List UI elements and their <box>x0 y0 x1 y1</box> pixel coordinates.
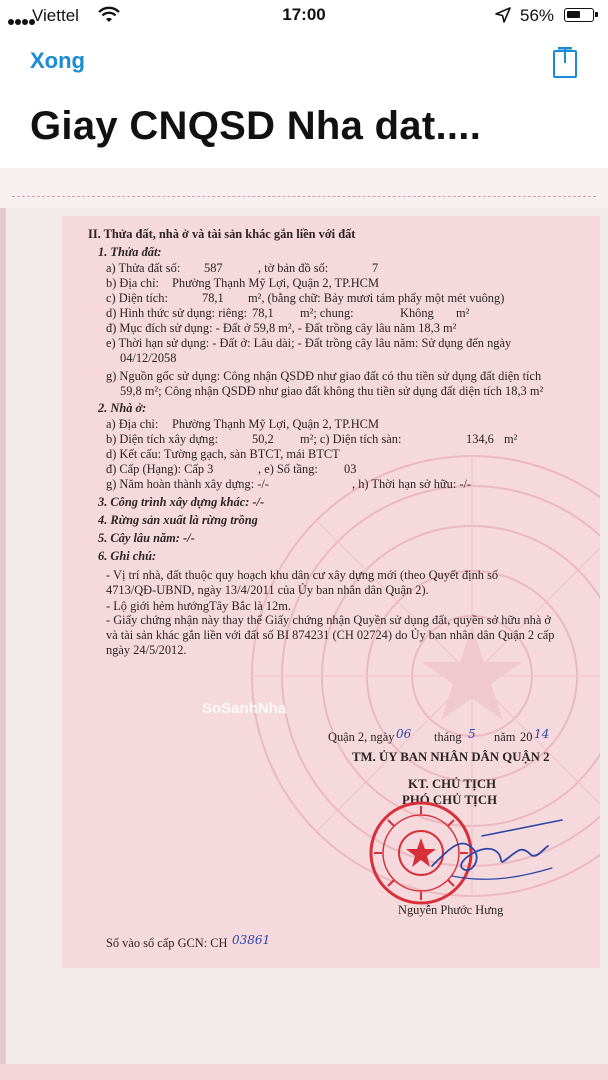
note-line-2: 4713/QĐ-UBND, ngày 13/4/2011 của Ủy ban nhân dân Quận 2). <box>106 583 429 597</box>
house-floors: 03 <box>344 462 357 476</box>
note-line-6: ngày 24/5/2012. <box>106 643 187 657</box>
house-structure: d) Kết cấu: Tường gạch, sàn BTCT, mái BTCT <box>106 447 340 461</box>
role-2: PHÓ CHỦ TỊCH <box>402 793 498 807</box>
house-ownership-term: , h) Thời hạn sở hữu: -/- <box>352 477 472 491</box>
watermark: SoSanhNha <box>202 700 287 717</box>
house-address-label: a) Địa chỉ: <box>106 417 159 431</box>
production-forest: 4. Rừng sản xuất là rừng trồng <box>98 513 258 527</box>
page-title: Giay CNQSD Nha dat.... <box>30 104 482 148</box>
land-heading: 1. Thửa đất: <box>98 245 162 259</box>
house-address: Phường Thạnh Mỹ Lợi, Quận 2, TP.HCM <box>172 417 379 431</box>
authority-title: TM. ỦY BAN NHÂN DÂN QUẬN 2 <box>352 750 550 764</box>
perennial-trees: 5. Cây lâu năm: -/- <box>98 531 195 545</box>
usage-purpose: đ) Mục đích sử dụng: - Đất ở 59,8 m², - Đất trồng cây lâu năm 18,3 m² <box>106 321 457 335</box>
land-map-number: 7 <box>372 261 379 275</box>
date-year-label: năm <box>494 730 516 744</box>
house-grade: đ) Cấp (Hạng): Cấp 3 <box>106 462 214 476</box>
house-heading: 2. Nhà ở: <box>98 401 147 415</box>
usage-unit: m² <box>456 306 470 320</box>
date-year-prefix: 20 <box>520 730 533 744</box>
battery-icon <box>564 8 594 22</box>
note-line-4: - Giấy chứng nhận này thay thế Giấy chứng nhận Quyền sử dụng đất, quyền sở hữu nhà ở <box>106 613 551 627</box>
notes-heading: 6. Ghi chú: <box>98 549 157 563</box>
house-floor-unit: m² <box>504 432 518 446</box>
house-floor-area-label: m²; c) Diện tích sàn: <box>300 432 402 446</box>
land-plot-label: a) Thửa đất số: <box>106 261 181 275</box>
land-plot-number: 587 <box>204 261 223 275</box>
date-month-label: tháng <box>434 730 462 744</box>
register-label: Số vào sổ cấp GCN: CH <box>106 936 228 950</box>
usage-shared: Không <box>400 306 434 320</box>
note-line-5: và tài sản khác gắn liền với đất số BI 874231 (CH 02724) do Ủy ban nhân dân Quận 2 cấp <box>106 628 555 642</box>
date-day: 06 <box>396 727 412 741</box>
register-number: 03861 <box>232 933 271 947</box>
note-line-3: - Lộ giới hẻm hướngTây Bắc là 12m. <box>106 599 291 613</box>
role-1: KT. CHỦ TỊCH <box>408 777 497 791</box>
usage-term-date: 04/12/2058 <box>120 351 177 365</box>
house-completion-year: g) Năm hoàn thành xây dựng: -/- <box>106 477 269 491</box>
document-left-edge <box>0 208 6 1068</box>
land-area-words: m², (bằng chữ: Bảy mươi tám phẩy một mét vuông) <box>248 291 505 305</box>
section-heading: II. Thửa đất, nhà ở và tài sản khác gắn liền với đất <box>88 227 356 241</box>
land-address: Phường Thạnh Mỹ Lợi, Quận 2, TP.HCM <box>172 276 379 290</box>
location-arrow-icon <box>495 7 511 23</box>
usage-term: e) Thời hạn sử dụng: - Đất ở: Lâu dài; - Đất trồng cây lâu năm: Sử dụng đến ngày <box>106 336 512 350</box>
usage-private: 78,1 <box>252 306 274 320</box>
handwritten-signature <box>422 806 572 896</box>
document-bottom-edge <box>0 1064 608 1080</box>
usage-form-label: d) Hình thức sử dụng: riêng: <box>106 306 248 320</box>
date-prefix: Quận 2, ngày <box>328 730 395 744</box>
land-area: 78,1 <box>202 291 224 305</box>
usage-origin-cont: 59,8 m²; Công nhận QSDĐ như giao đất không thu tiền sử dụng đất diện tích 18,3 m² <box>120 384 544 398</box>
signer-name: Nguyễn Phước Hưng <box>398 903 504 917</box>
share-icon[interactable] <box>552 45 578 79</box>
note-line-1: - Vị trí nhà, đất thuộc quy hoạch khu dân cư xây dựng mới (theo Quyết định số <box>106 568 499 582</box>
status-bar <box>0 0 608 32</box>
document-image[interactable] <box>0 168 608 1080</box>
house-floor-area: 134,6 <box>466 432 494 446</box>
house-build-area-label: b) Diện tích xây dựng: <box>106 432 219 446</box>
certificate-page <box>62 216 600 968</box>
other-construction: 3. Công trình xây dựng khác: -/- <box>98 495 265 509</box>
usage-origin: g) Nguồn gốc sử dụng: Công nhận QSDĐ như giao đất có thu tiền sử dụng đất diện tích <box>106 369 542 383</box>
date-month: 5 <box>468 727 476 741</box>
house-floors-label: , e) Số tầng: <box>258 462 318 476</box>
carrier-name: Viettel <box>32 6 79 25</box>
done-button[interactable]: Xong <box>30 48 85 73</box>
land-area-label: c) Diện tích: <box>106 291 168 305</box>
land-map-label: , tờ bản đồ số: <box>258 261 329 275</box>
battery-percent: 56% <box>520 6 555 25</box>
house-build-area: 50,2 <box>252 432 274 446</box>
clock: 17:00 <box>282 5 326 24</box>
document-top-edge <box>0 168 608 208</box>
land-address-label: b) Địa chỉ: <box>106 276 159 290</box>
usage-shared-label: m²; chung: <box>300 306 354 320</box>
date-year: 14 <box>534 727 550 741</box>
